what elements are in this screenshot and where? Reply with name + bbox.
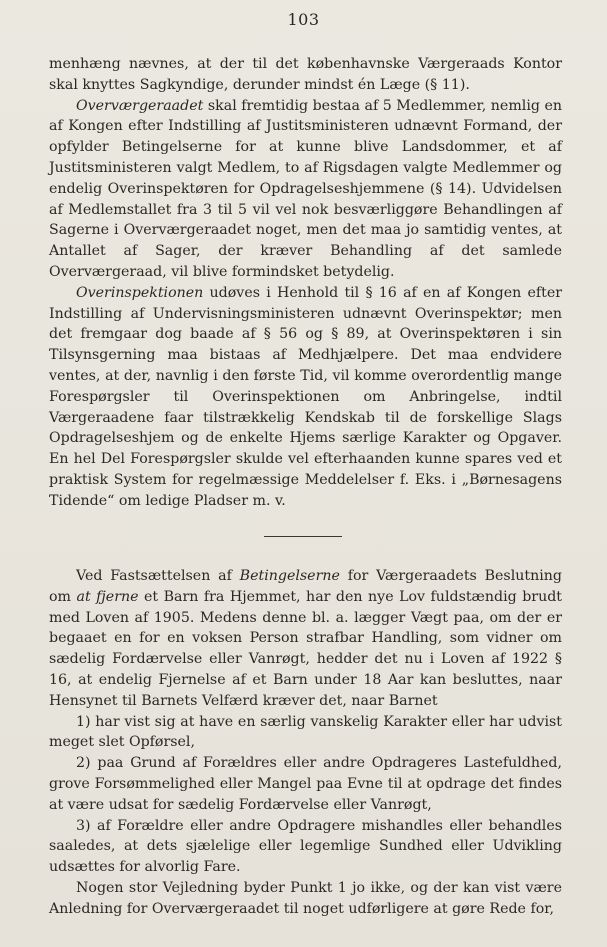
paragraph-continuation: menhæng nævnes, at der til det københavnske Værgeraads Kontor skal knyttes Sagkyndige, derunder mindst én Læge (§ 11). bbox=[49, 56, 562, 93]
paragraph-text: for Værgeraadets Beslutning om bbox=[49, 568, 562, 605]
list-item-2: 2) paa Grund af Forældres eller andre Opdrageres Lastefuldhed, grove Forsømmelighed eller Mangel paa Evne til at opdrage det findes at være udsat for sædelig Fordærvelse eller Vanrøgt, bbox=[49, 755, 562, 813]
paragraph-text: udøves i Henhold til § 16 af en af Kongen efter Indstilling af Undervisningsministeren udnævnt Overinspektør; men det fremgaar dog baade af § 56 og § 89, at Overinspektøren i sin Tilsynsgerning maa bistaas af Medhjælpere. Det maa endvidere ventes, at der, navnlig i den første Tid, vil komme overordentlig mange Forespørgsler til Overinspektionen om Anbringelse, indtil Værgeraadene faar tilstrækkelig Kendskab til de forskellige Slags Opdragelseshjem og de enkelte Hjems særlige Karakter og Opgaver. En hel Del Forespørgsler skulde vel efterhaanden kunne spares ved et praktisk System for regelmæssige Meddelelser f. Eks. i „Børnesagens Tidende“ om ledige Pladser m. v. bbox=[49, 284, 562, 509]
list-item-1: 1) har vist sig at have en særlig vanskelig Karakter eller har udvist meget slet Opførsel, bbox=[49, 713, 562, 751]
paragraph-betingelserne bbox=[49, 566, 562, 712]
paragraph-text: skal fremtidig bestaa af 5 Medlemmer, nemlig en af Kongen efter Indstilling af Justitsministeren udnævnt Formand, der opfylder Betingelserne for at kunne blive Landsdommer, et af Justitsministeren valgt Medlem, to af Rigsdagen valgte Medlemmer og endelig Overinspektøren for Opdragelseshjemmene (§ 14). Udvidelsen af Medlemstallet fra 3 til 5 vil vel nok besværliggøre Behandlingen af Sagerne i Overværgeraadet noget, men det maa jo samtidig ventes, at Antallet af Sager, der kræver Behandling af det samlede Overværgeraad, vil blive formindsket betydelig. bbox=[49, 97, 562, 280]
italic-term-overinspektionen: Overinspektionen bbox=[76, 284, 204, 301]
paragraph-overinspektionen bbox=[49, 283, 562, 512]
paragraph-text: et Barn fra Hjemmet, har den nye Lov fuldstændig brudt med Loven af 1905. Medens denne bl. a. lægger Vægt paa, om der er begaaet en for en voksen Person strafbar Handling, som vidner om sædelig Fordærvelse eller Vanrøgt, hedder det nu i Loven af 1922 § 16, at endelig Fjernelse af et Barn under 18 Aar kan besluttes, naar Hensynet til Barnets Velfærd kræver det, naar Barnet bbox=[49, 588, 562, 709]
italic-term-betingelserne: Betingelserne bbox=[239, 568, 340, 584]
text-block-upper bbox=[49, 54, 562, 512]
paragraph-text: Ved Fastsættelsen af bbox=[76, 568, 240, 584]
paragraph-final: Nogen stor Vejledning byder Punkt 1 jo ikke, og der kan vist være Anledning for Overværgeraadet til noget udførligere at gøre Rede for, bbox=[49, 879, 562, 917]
page-number: 103 bbox=[287, 10, 320, 29]
list-item-3: 3) af Forældre eller andre Opdragere mishandles eller behandles saaledes, at dets sjælelige eller legemlige Sundhed eller Udvikling udsættes for alvorlig Fare. bbox=[49, 817, 562, 876]
text-block-lower bbox=[49, 566, 562, 920]
italic-term-overvaergeraadet: Overværgeraadet bbox=[76, 97, 204, 114]
section-divider bbox=[264, 536, 342, 537]
italic-term-at-fjerne: at fjerne bbox=[76, 588, 139, 605]
paragraph-overvaergeraadet bbox=[49, 96, 562, 283]
